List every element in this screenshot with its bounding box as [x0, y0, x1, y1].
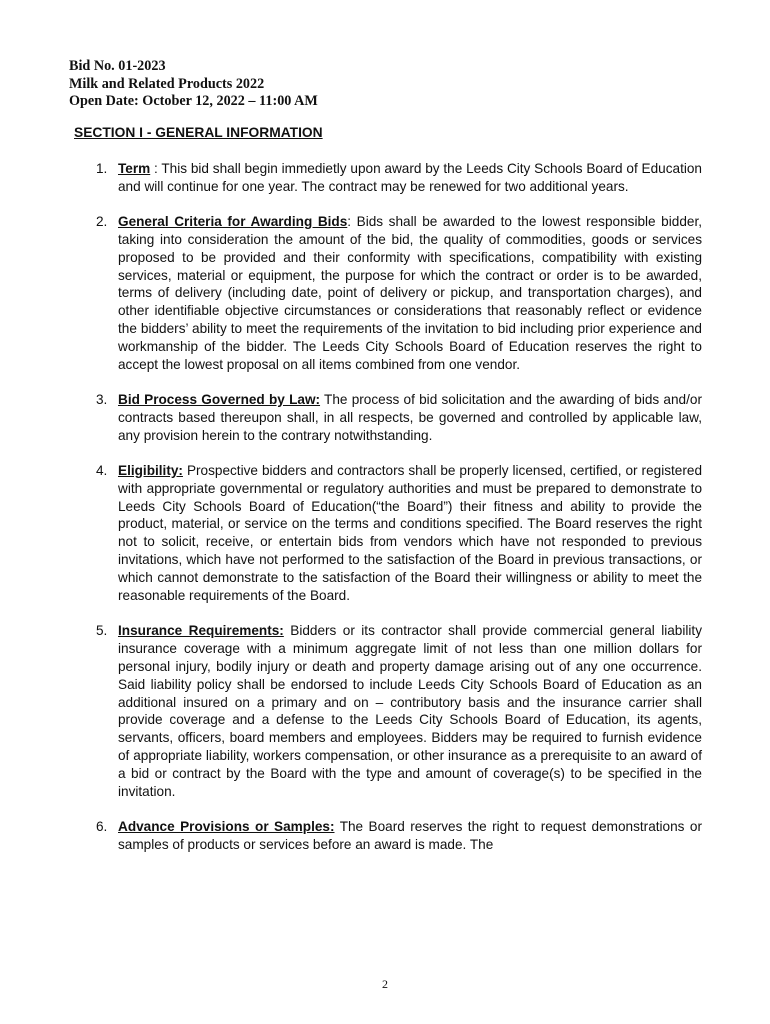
item-number: 5.	[96, 622, 108, 638]
item-separator: :	[347, 213, 357, 229]
item-title: Term	[118, 161, 151, 176]
list-item-bid-process	[96, 391, 702, 445]
item-title: Insurance Requirements:	[118, 622, 284, 638]
bid-title: Milk and Related Products 2022	[69, 75, 265, 92]
list-item-general-criteria	[96, 213, 702, 374]
list-item-advance-provisions	[96, 818, 702, 854]
list-item-insurance	[96, 622, 702, 801]
open-date: Open Date: October 12, 2022 – 11:00 AM	[69, 93, 318, 109]
item-number: 2.	[96, 213, 108, 229]
item-number: 6.	[96, 819, 108, 834]
item-title: Bid Process Governed by Law:	[118, 391, 321, 407]
item-title: Eligibility:	[118, 462, 183, 478]
item-text: Bids shall be awarded to the lowest responsible bidder, taking into consideration the amount of the bid, the quality of commodities, goods or services proposed to be provided and their conformity with specifications, compatibility with existing services, material or equipment, the purpose for which the contract or order is to be awarded, terms of delivery (including date, point of delivery or pickup, and transportation charges), and other identifiable objective circumstances or considerations that reasonably reflect or evidence the bidders’ ability to meet the requirements of the invitation to bid including prior experience and workmanship of the bidder. The Leeds City Schools Board of Education reserves the right to accept the lowest proposal on all items combined from one vendor.	[118, 213, 702, 373]
item-number: 1.	[96, 161, 108, 176]
item-number: 3.	[96, 391, 108, 407]
item-title: Advance Provisions or Samples:	[118, 819, 335, 834]
page-number: 2	[382, 977, 388, 991]
general-information-list	[96, 160, 702, 871]
item-separator: :	[150, 161, 162, 176]
item-title: General Criteria for Awarding Bids	[118, 213, 348, 229]
bid-header	[69, 58, 318, 111]
bid-number: Bid No. 01-2023	[69, 58, 166, 74]
list-item-eligibility	[96, 462, 702, 605]
item-text: The process of bid solicitation and the awarding of bids and/or contracts based thereupon shall, in all respects, be governed and controlled by applicable law, any provision herein to the contrary notwithstanding.	[118, 391, 702, 443]
list-item-term	[96, 160, 702, 196]
item-text: This bid shall begin immedietly upon award by the Leeds City Schools Board of Education and will continue for one year. The contract may be renewed for two additional years.	[118, 161, 702, 194]
item-text: The Board reserves the right to request demonstrations or samples of products or services before an award is made. The	[118, 819, 702, 852]
item-number: 4.	[96, 462, 108, 478]
item-text: Prospective bidders and contractors shall be properly licensed, certified, or registered with appropriate governmental or regulatory authorities and must be prepared to demonstrate to Leeds City Schools Board of Education(“the Board”) their fitness and ability to provide the product, material, or service on the terms and conditions specified. The Board reserves the right not to solicit, receive, or entertain bids from vendors which have not responded to previous invitations, which have not performed to the satisfaction of the Board in previous transactions, or which cannot demonstrate to the satisfaction of the Board their willingness or ability to meet the reasonable requirements of the Board.	[118, 462, 702, 604]
section-heading: SECTION I - GENERAL INFORMATION	[74, 125, 323, 140]
item-text: Bidders or its contractor shall provide commercial general liability insurance coverage with a minimum aggregate limit of not less than one million dollars for personal injury, bodily injury or death and property damage arising out of any one occurrence. Said liability policy shall be endorsed to include Leeds City Schools Board of Education as an additional insured on a primary and on – contributory basis and the insurance carrier shall provide coverage and a defense to the Leeds City Schools Board of Education, its agents, servants, officers, board members and employees. Bidders may be required to furnish evidence of appropriate liability, workers compensation, or other insurance as a prerequisite to an award of a bid or contract by the Board with the type and amount of coverage(s) to be specified in the invitation.	[118, 622, 703, 800]
